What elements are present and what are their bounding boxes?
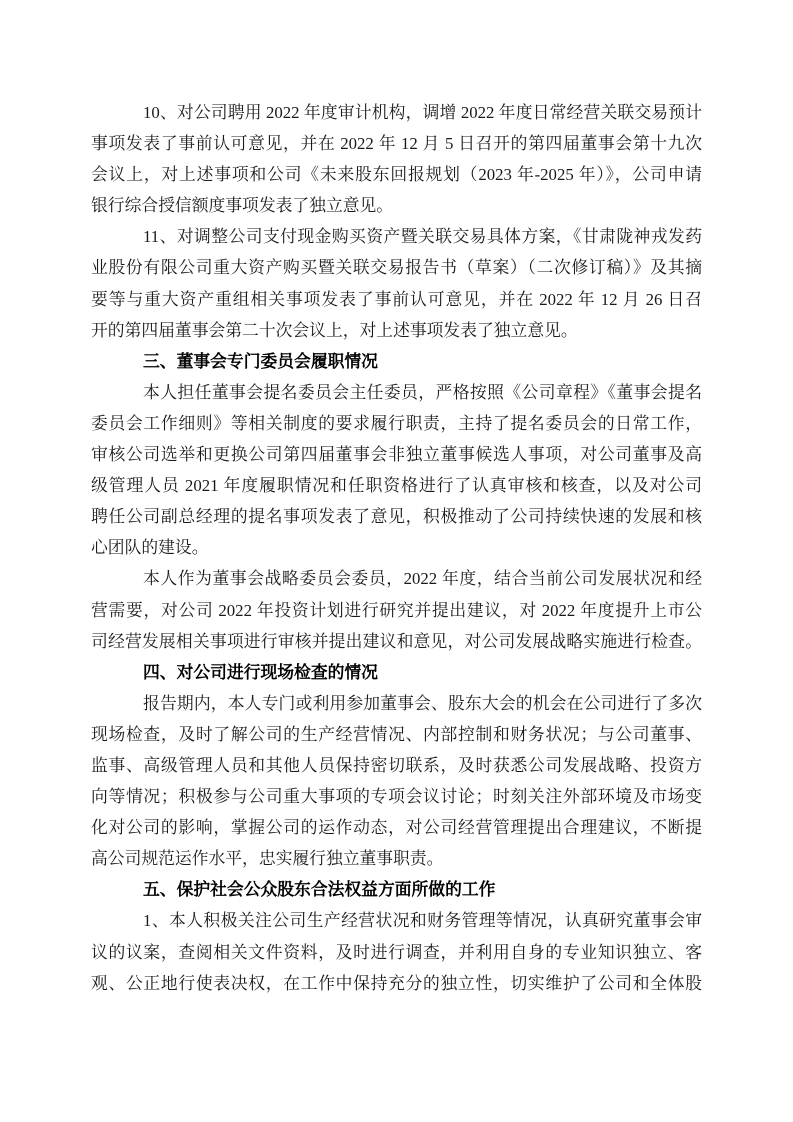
paragraph-line: 事项发表了事前认可意见，并在 2022 年 12 月 5 日召开的第四届董事会第十九次 bbox=[91, 134, 702, 154]
paragraph-line: 级管理人员 2021 年度履职情况和任职资格进行了认真审核和核查，以及对公司 bbox=[91, 476, 702, 496]
paragraph-line: 司经营发展相关事项进行审核并提出建议和意见，对公司发展战略实施进行检查。 bbox=[91, 631, 702, 651]
paragraph-line: 化对公司的影响，掌握公司的运作动态，对公司经营管理提出合理建议，不断提 bbox=[91, 818, 702, 838]
paragraph-line: 本人担任董事会提名委员会主任委员，严格按照《公司章程》《董事会提名 bbox=[143, 382, 702, 402]
paragraph-line: 监事、高级管理人员和其他人员保持密切联系，及时获悉公司发展战略、投资方 bbox=[91, 755, 702, 775]
paragraph-line: 开的第四届董事会第二十次会议上，对上述事项发表了独立意见。 bbox=[91, 320, 578, 340]
paragraph-line: 业股份有限公司重大资产购买暨关联交易报告书（草案）（二次修订稿）》及其摘 bbox=[91, 258, 702, 278]
paragraph-line: 10、对公司聘用 2022 年度审计机构，调增 2022 年度日常经营关联交易预计 bbox=[143, 103, 702, 122]
paragraph-line: 会议上，对上述事项和公司《未来股东回报规划（2023 年-2025 年）》，公司申请 bbox=[91, 165, 702, 185]
paragraph-line: 审核公司选举和更换公司第四届董事会非独立董事候选人事项，对公司董事及高 bbox=[91, 445, 702, 465]
paragraph-line: 1、本人积极关注公司生产经营状况和财务管理等情况，认真研究董事会审 bbox=[143, 911, 702, 931]
paragraph-line: 聘任公司副总经理的提名事项发表了意见，积极推动了公司持续快速的发展和核 bbox=[91, 507, 702, 527]
paragraph-line: 观、公正地行使表决权，在工作中保持充分的独立性，切实维护了公司和全体股 bbox=[91, 973, 702, 993]
paragraph-line: 营需要，对公司 2022 年投资计划进行研究并提出建议，对 2022 年度提升上市公 bbox=[91, 600, 702, 620]
section-heading: 四、对公司进行现场检查的情况 bbox=[143, 662, 378, 682]
section-heading: 五、保护社会公众股东合法权益方面所做的工作 bbox=[143, 880, 496, 900]
section-heading: 三、董事会专门委员会履职情况 bbox=[143, 351, 378, 371]
paragraph-line: 要等与重大资产重组相关事项发表了事前认可意见，并在 2022 年 12 月 26 日召 bbox=[91, 289, 702, 309]
paragraph-line: 本人作为董事会战略委员会委员，2022 年度，结合当前公司发展状况和经 bbox=[143, 569, 702, 589]
paragraph-line: 现场检查，及时了解公司的生产经营情况、内部控制和财务状况；与公司董事、 bbox=[91, 724, 702, 744]
paragraph-line: 心团队的建设。 bbox=[91, 538, 209, 558]
paragraph-line: 高公司规范运作水平，忠实履行独立董事职责。 bbox=[91, 849, 444, 869]
document-content bbox=[91, 97, 702, 999]
paragraph-line: 报告期内，本人专门或利用参加董事会、股东大会的机会在公司进行了多次 bbox=[143, 693, 702, 713]
paragraph-line: 议的议案，查阅相关文件资料，及时进行调查，并利用自身的专业知识独立、客 bbox=[91, 942, 702, 962]
paragraph-line: 11、对调整公司支付现金购买资产暨关联交易具体方案，《甘肃陇神戎发药 bbox=[143, 227, 702, 247]
paragraph-line: 向等情况；积极参与公司重大事项的专项会议讨论；时刻关注外部环境及市场变 bbox=[91, 787, 702, 807]
paragraph-line: 银行综合授信额度事项发表了独立意见。 bbox=[91, 196, 394, 216]
paragraph-line: 委员会工作细则》等相关制度的要求履行职责，主持了提名委员会的日常工作， bbox=[91, 413, 702, 433]
